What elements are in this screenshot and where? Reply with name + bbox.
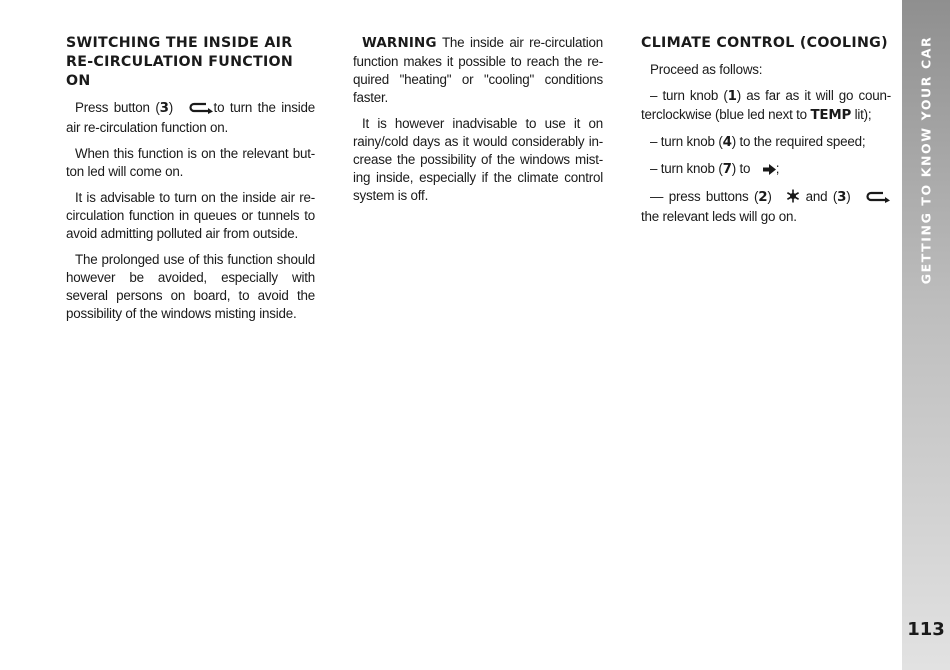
ref-number: 3 [159,101,169,116]
paragraph-led: When this function is on the relevant but-ton led will come on. [66,146,315,179]
column-middle [353,34,603,213]
column-left [66,34,315,331]
page-number: 113 [907,619,945,640]
step-turn-knob-7: – turn knob (7) to ; [641,160,891,180]
paragraph-prolonged: The prolonged use of this function should however be avoided, especially with several persons on board, to avoid the possibility of the windows misting inside. [66,252,315,321]
warning-label: WARNING [362,36,437,51]
heading-recirculation: SWITCHING THE INSIDE AIR RE-CIRCULATION FUNCTION ON [66,35,294,89]
recirculation-icon [179,101,214,119]
chapter-title: GETTING TO KNOW YOUR CAR [918,35,934,285]
snowflake-icon [777,189,800,208]
step-turn-knob-1: – turn knob (1) as far as it will go coun-terclockwise (blue led next to TEMP lit); [641,88,891,123]
paragraph-advisable: It is advisable to turn on the inside air re-circulation function in queues or tunnels to avoid admitting polluted air from outside. [66,190,315,241]
paragraph-intro: Proceed as follows: [650,62,763,77]
step-turn-knob-4: – turn knob (4) to the required speed; [650,134,866,150]
paragraph-press-button: Press button (3) to turn the inside air re-circulation function on. [66,100,316,135]
recirculation-icon [856,190,891,208]
column-right [641,34,891,234]
temp-label: TEMP [810,108,852,123]
paragraph-inadvisable: It is however inadvisable to use it on rainy/cold days as it would considerably in-crease the possibility of the windows mist-ing inside, especially if the climate control system is off. [353,116,603,203]
arrow-right-icon [754,162,776,180]
step-press-buttons: — press buttons (2) and (3) the relevant leds will go on. [641,188,891,226]
heading-climate-control: CLIMATE CONTROL (COOLING) [641,35,888,51]
paragraph-warning: WARNING The inside air re-circulation function makes it possible to reach the re-quired "heating" or "cooling" conditions faster. [353,35,603,105]
